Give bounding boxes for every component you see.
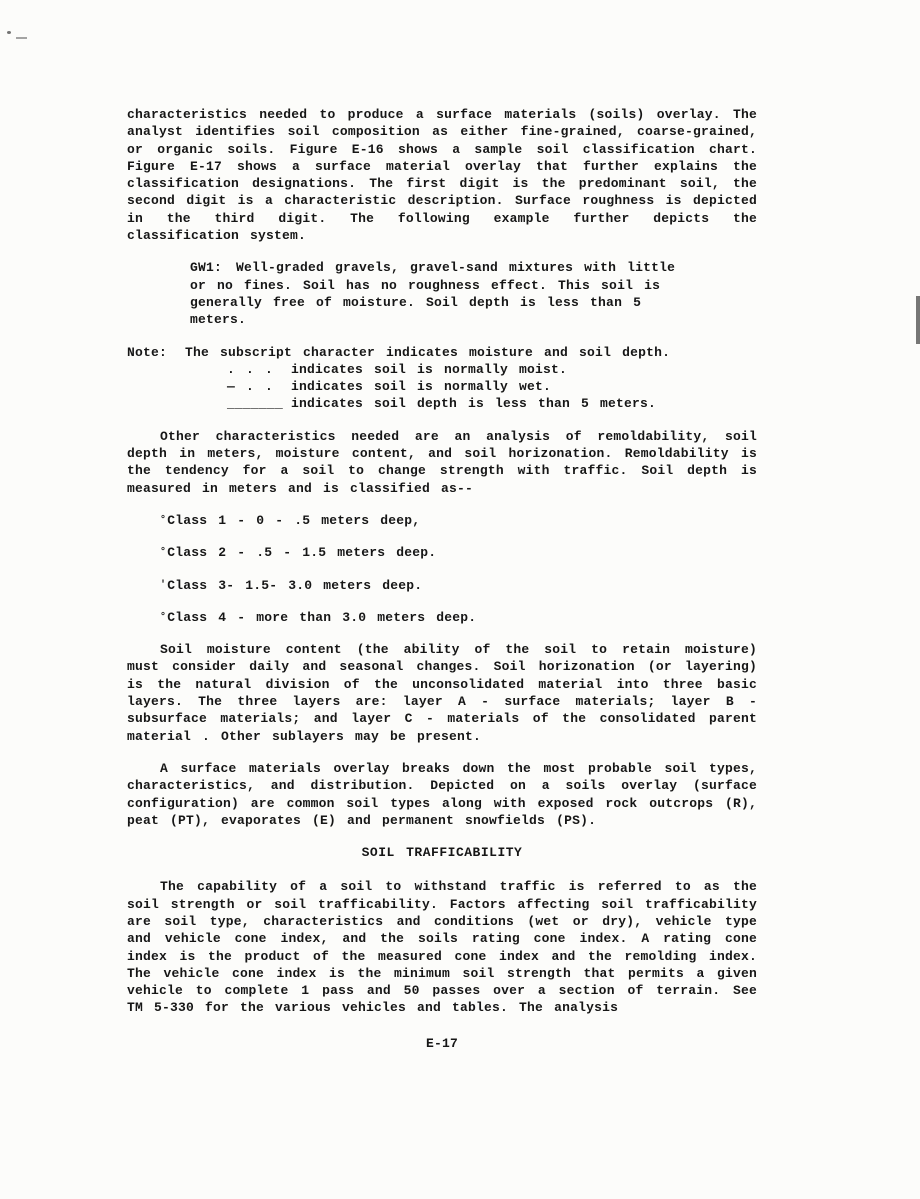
example-code-label: GW1: [190, 260, 223, 276]
moist-subscript-symbol: . . . [227, 361, 274, 377]
classification-example-block [190, 259, 695, 328]
note-item-text: indicates soil depth is less than 5 meters. [291, 396, 657, 412]
section-heading-soil-trafficability: SOIL TRAFFICABILITY [361, 845, 523, 861]
scan-artifact-edge [916, 296, 920, 344]
scan-artifact-speck [16, 37, 27, 39]
note-item-wet [227, 378, 757, 395]
note-intro-text: The subscript character indicates moisture and soil depth. [185, 344, 671, 360]
degree-bullet-icon: ' [160, 579, 167, 591]
paragraph-other-characteristics: Other characteristics needed are an analysis of remoldability, soil depth in meters, moisture content, and soil horizonation. Remoldability is the tendency for a soil to change strength with traffic. Soil depth is measured in meters and is classified as-- [127, 428, 757, 496]
scan-artifact-speck [7, 31, 11, 34]
note-item-text: indicates soil is normally moist. [291, 361, 568, 377]
degree-bullet-icon: ° [160, 514, 167, 526]
degree-bullet-icon: ° [160, 547, 167, 559]
class-item-1 [160, 512, 757, 529]
note-head [127, 344, 757, 361]
paragraph-intro: characteristics needed to produce a surface materials (soils) overlay. The analyst identifies soil composition as either fine-grained, coarse-grained, or organic soils. Figure E-16 shows a sample soil classification chart. Figure E-17 shows a surface material overlay that further explains the classification designations. The first digit is the predominant soil, the second digit is a characteristic description. Surface roughness is depicted in the third digit. The following example further depicts the classification system. [127, 107, 757, 244]
note-block [127, 344, 757, 413]
note-item-text: indicates soil is normally wet. [291, 379, 552, 395]
depth-subscript-symbol: _______ [227, 396, 284, 412]
paragraph-surface-overlay: A surface materials overlay breaks down the most probable soil types, characteristics, and distribution. Depicted on a soils overlay (surface configuration) are common soil types along with exposed rock outcrops (R), peat (PT), evaporates (E) and permanent snowfields (PS). [127, 760, 757, 828]
class-item-text: Class 2 - .5 - 1.5 meters deep. [167, 545, 437, 561]
class-item-text: Class 4 - more than 3.0 meters deep. [167, 609, 477, 625]
class-item-text: Class 3- 1.5- 3.0 meters deep. [167, 577, 423, 593]
class-item-4 [160, 609, 757, 626]
page-content [127, 106, 757, 1052]
class-item-3 [160, 577, 757, 594]
note-label: Note: [127, 344, 168, 360]
wet-subscript-symbol: — . . [227, 379, 274, 395]
paragraph-soil-moisture: Soil moisture content (the ability of the soil to retain moisture) must consider daily and seasonal changes. Soil horizonation (or layering) is the natural division of the unconsolidated material into three basic layers. The three layers are: layer A - surface materials; layer B - subsurface materials; and layer C - materials of the consolidated parent material . Other sublayers may be present. [127, 642, 757, 744]
note-item-moist [227, 361, 757, 378]
class-item-text: Class 1 - 0 - .5 meters deep, [167, 512, 421, 528]
paragraph-trafficability: The capability of a soil to withstand traffic is referred to as the soil strength or soil trafficability. Factors affecting soil trafficability are soil type, characteristics and conditions (wet or dry), vehicle type and vehicle cone index, and the soils rating cone index. A rating cone index is the product of the measured cone index and the remolding index. The vehicle cone index is the minimum soil strength that permits a given vehicle to complete 1 pass and 50 passes over a section of terrain. See TM 5-330 for the various vehicles and tables. The analysis [127, 879, 757, 1016]
note-item-depth [227, 395, 757, 412]
degree-bullet-icon: ° [160, 611, 167, 623]
class-item-2 [160, 544, 757, 561]
example-text: Well-graded gravels, gravel-sand mixtures with little or no fines. Soil has no roughness effect. This soil is generally free of moisture. Soil depth is less than 5 meters. [190, 260, 676, 328]
page-number: E-17 [425, 1035, 458, 1051]
soil-depth-class-list [160, 512, 757, 626]
